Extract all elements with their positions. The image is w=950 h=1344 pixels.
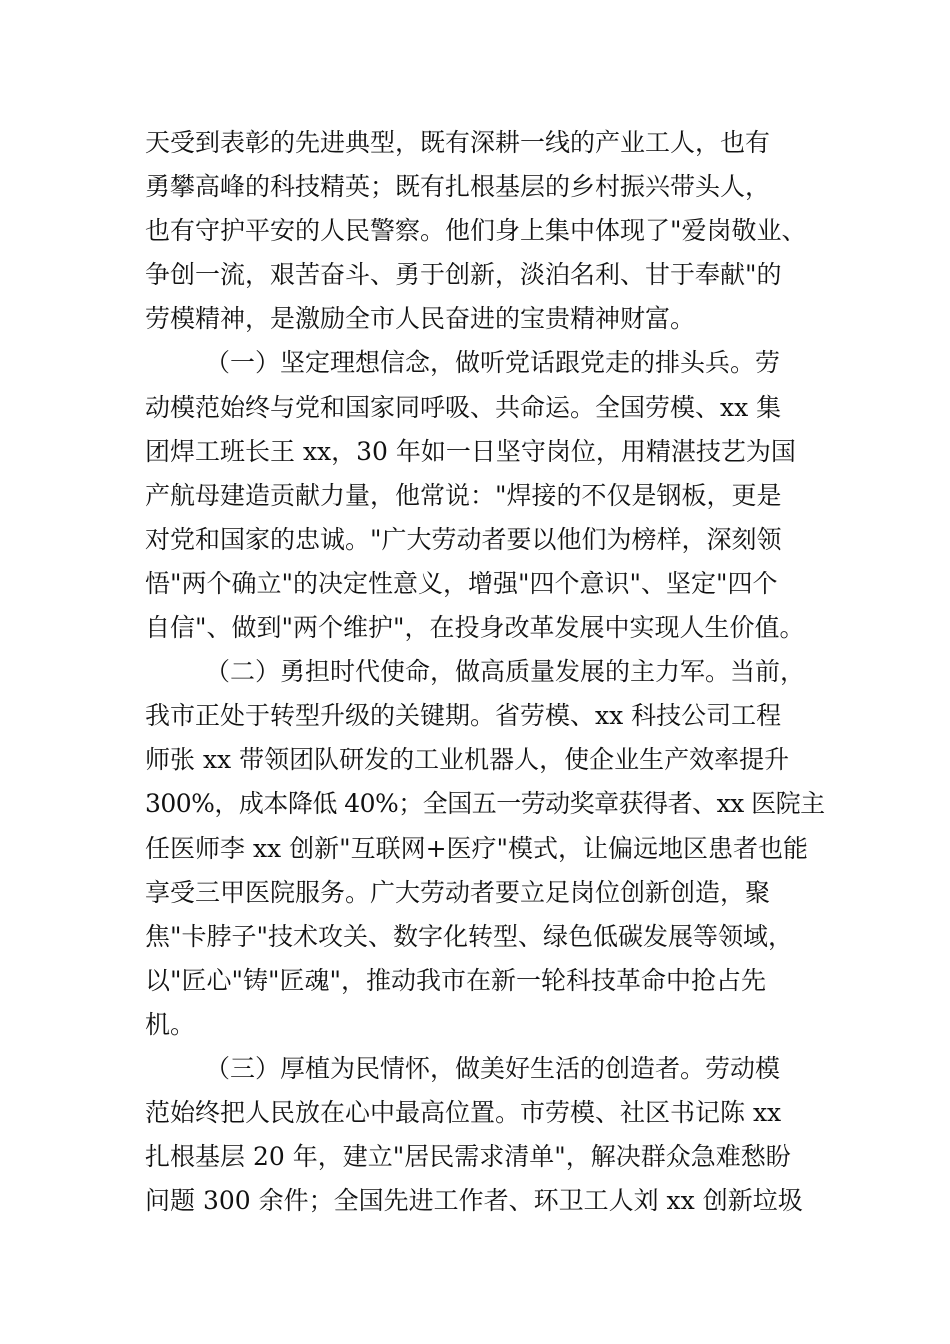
text-line: 劳模精神，是激励全市人民奋进的宝贵精神财富。	[145, 304, 696, 334]
text-line: 师张 xx 带领团队研发的工业机器人，使企业生产效率提升	[145, 745, 790, 775]
text-line: 自信"、做到"两个维护"，在投身改革发展中实现人生价值。	[145, 613, 805, 643]
text-line: 产航母建造贡献力量，他常说："焊接的不仅是钢板，更是	[145, 480, 782, 510]
paragraph-first-line: （三）厚植为民情怀，做美好生活的创造者。劳动模	[205, 1053, 781, 1083]
text-line: 享受三甲医院服务。广大劳动者要立足岗位创新创造，聚	[145, 877, 771, 907]
text-line: 以"匠心"铸"匠魂"，推动我市在新一轮科技革命中抢占先	[145, 965, 766, 995]
text-line: 团焊工班长王 xx，30 年如一日坚守岗位，用精湛技艺为国	[145, 436, 796, 466]
text-line: 对党和国家的忠诚。"广大劳动者要以他们为榜样，深刻领	[145, 524, 782, 554]
text-line: 悟"两个确立"的决定性意义，增强"四个意识"、坚定"四个	[145, 568, 778, 598]
text-line: 天受到表彰的先进典型，既有深耕一线的产业工人，也有	[145, 128, 771, 157]
paragraph-first-line: （二）勇担时代使命，做高质量发展的主力军。当前，	[205, 657, 806, 687]
text-line: 动模范始终与党和国家同呼吸、共命运。全国劳模、xx 集	[145, 392, 782, 422]
text-line: 焦"卡脖子"技术攻关、数字化转型、绿色低碳发展等领域，	[145, 921, 794, 951]
text-line: 问题 300 余件；全国先进工作者、环卫工人刘 xx 创新垃圾	[145, 1186, 803, 1216]
text-line: 也有守护平安的人民警察。他们身上集中体现了"爱岗敬业、	[145, 216, 807, 246]
text-line: 任医师李 xx 创新"互联网+医疗"模式，让偏远地区患者也能	[145, 833, 809, 863]
text-line: 范始终把人民放在心中最高位置。市劳模、社区书记陈 xx	[145, 1098, 782, 1128]
text-line: 争创一流，艰苦奋斗、勇于创新，淡泊名利、甘于奉献"的	[145, 260, 782, 290]
text-line: 我市正处于转型升级的关键期。省劳模、xx 科技公司工程	[145, 701, 782, 731]
text-line: 机。	[145, 1009, 196, 1039]
text-line: 扎根基层 20 年，建立"居民需求清单"，解决群众急难愁盼	[145, 1142, 791, 1172]
text-line: 勇攀高峰的科技精英；既有扎根基层的乡村振兴带头人，	[145, 172, 771, 202]
paragraph-first-line: （一）坚定理想信念，做听党话跟党走的排头兵。劳	[205, 348, 781, 378]
text-line: 300%，成本降低 40%；全国五一劳动奖章获得者、xx 医院主	[145, 789, 825, 819]
document-body	[145, 121, 825, 1223]
